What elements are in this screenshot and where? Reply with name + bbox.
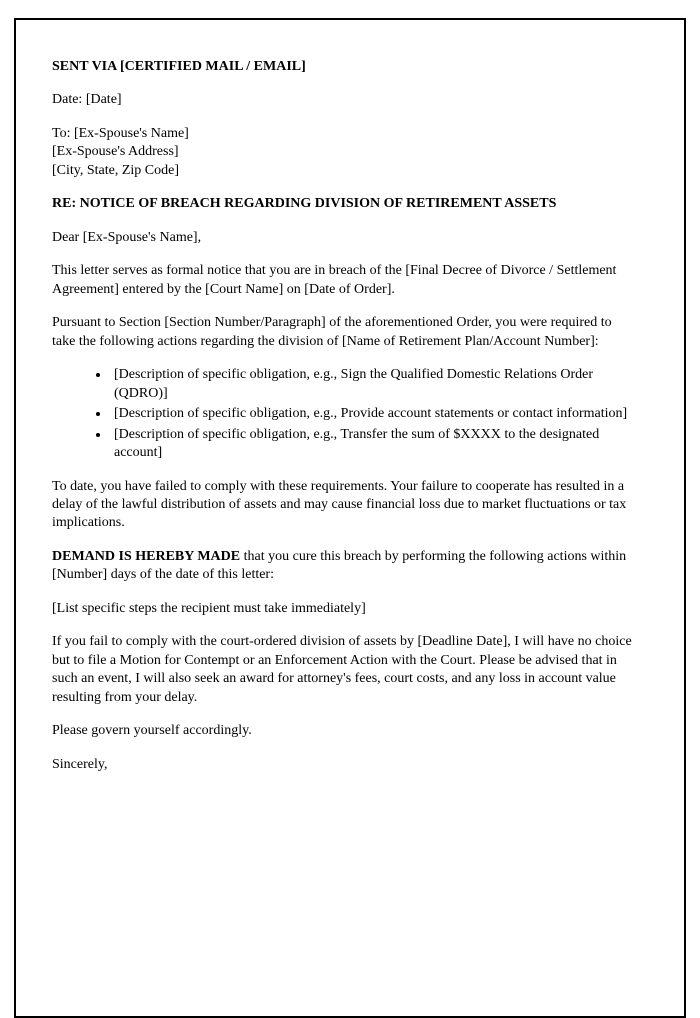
paragraph-notice: This letter serves as formal notice that you are in breach of the [Final Decree of Divorce / Settlement Agreement] entered by the [Court Name] on [Date of Order]. [52,263,617,297]
sent-via-line: SENT VIA [CERTIFIED MAIL / EMAIL] [52,59,306,74]
paragraph-pursuant: Pursuant to Section [Section Number/Paragraph] of the aforementioned Order, you were required to take the following actions regarding the division of [Name of Retirement Plan/Account Number]: [52,315,612,349]
closing-sincerely: Sincerely, [52,756,108,772]
closing-govern: Please govern yourself accordingly. [52,723,252,739]
paragraph-demand [52,548,632,585]
recipient-to-line: To: [Ex-Spouse's Name] [52,125,189,141]
date-line: Date: [Date] [52,92,122,108]
obligation-item: • [Description of specific obligation, e.g., Provide account statements or contact information] [110,405,632,423]
demand-emphasis: DEMAND IS HEREBY MADE [52,548,241,564]
paragraph-failure: To date, you have failed to comply with these requirements. Your failure to cooperate has resulted in a delay of the lawful distribution of assets and may cause financial loss due to market fluctuations or tax implications. [52,478,627,531]
paragraph-consequences: If you fail to comply with the court-ordered division of assets by [Deadline Date], I will have no choice but to file a Motion for Contempt or an Enforcement Action with the Court. Please be advised that in such an event, I will also seek an award for attorney's fees, court costs, and any loss in account value resulting from your delay. [52,634,632,705]
obligation-item: • [Description of specific obligation, e.g., Sign the Qualified Domestic Relations Order (QDRO)] [110,366,632,403]
letter-page [14,18,686,1018]
subject-line: RE: NOTICE OF BREACH REGARDING DIVISION OF RETIREMENT ASSETS [52,196,557,212]
obligations-list [52,366,632,462]
recipient-block [52,125,632,180]
demand-rest: that you cure this breach by performing the following actions within [Number] days of the date of this letter: [52,548,627,583]
steps-placeholder: [List specific steps the recipient must take immediately] [52,600,366,616]
letter-body [16,20,684,829]
salutation: Dear [Ex-Spouse's Name], [52,229,202,245]
recipient-city-line: [City, State, Zip Code] [52,162,180,178]
obligation-item: • [Description of specific obligation, e.g., Transfer the sum of $XXXX to the designated account] [110,426,632,463]
recipient-address-line: [Ex-Spouse's Address] [52,144,179,160]
